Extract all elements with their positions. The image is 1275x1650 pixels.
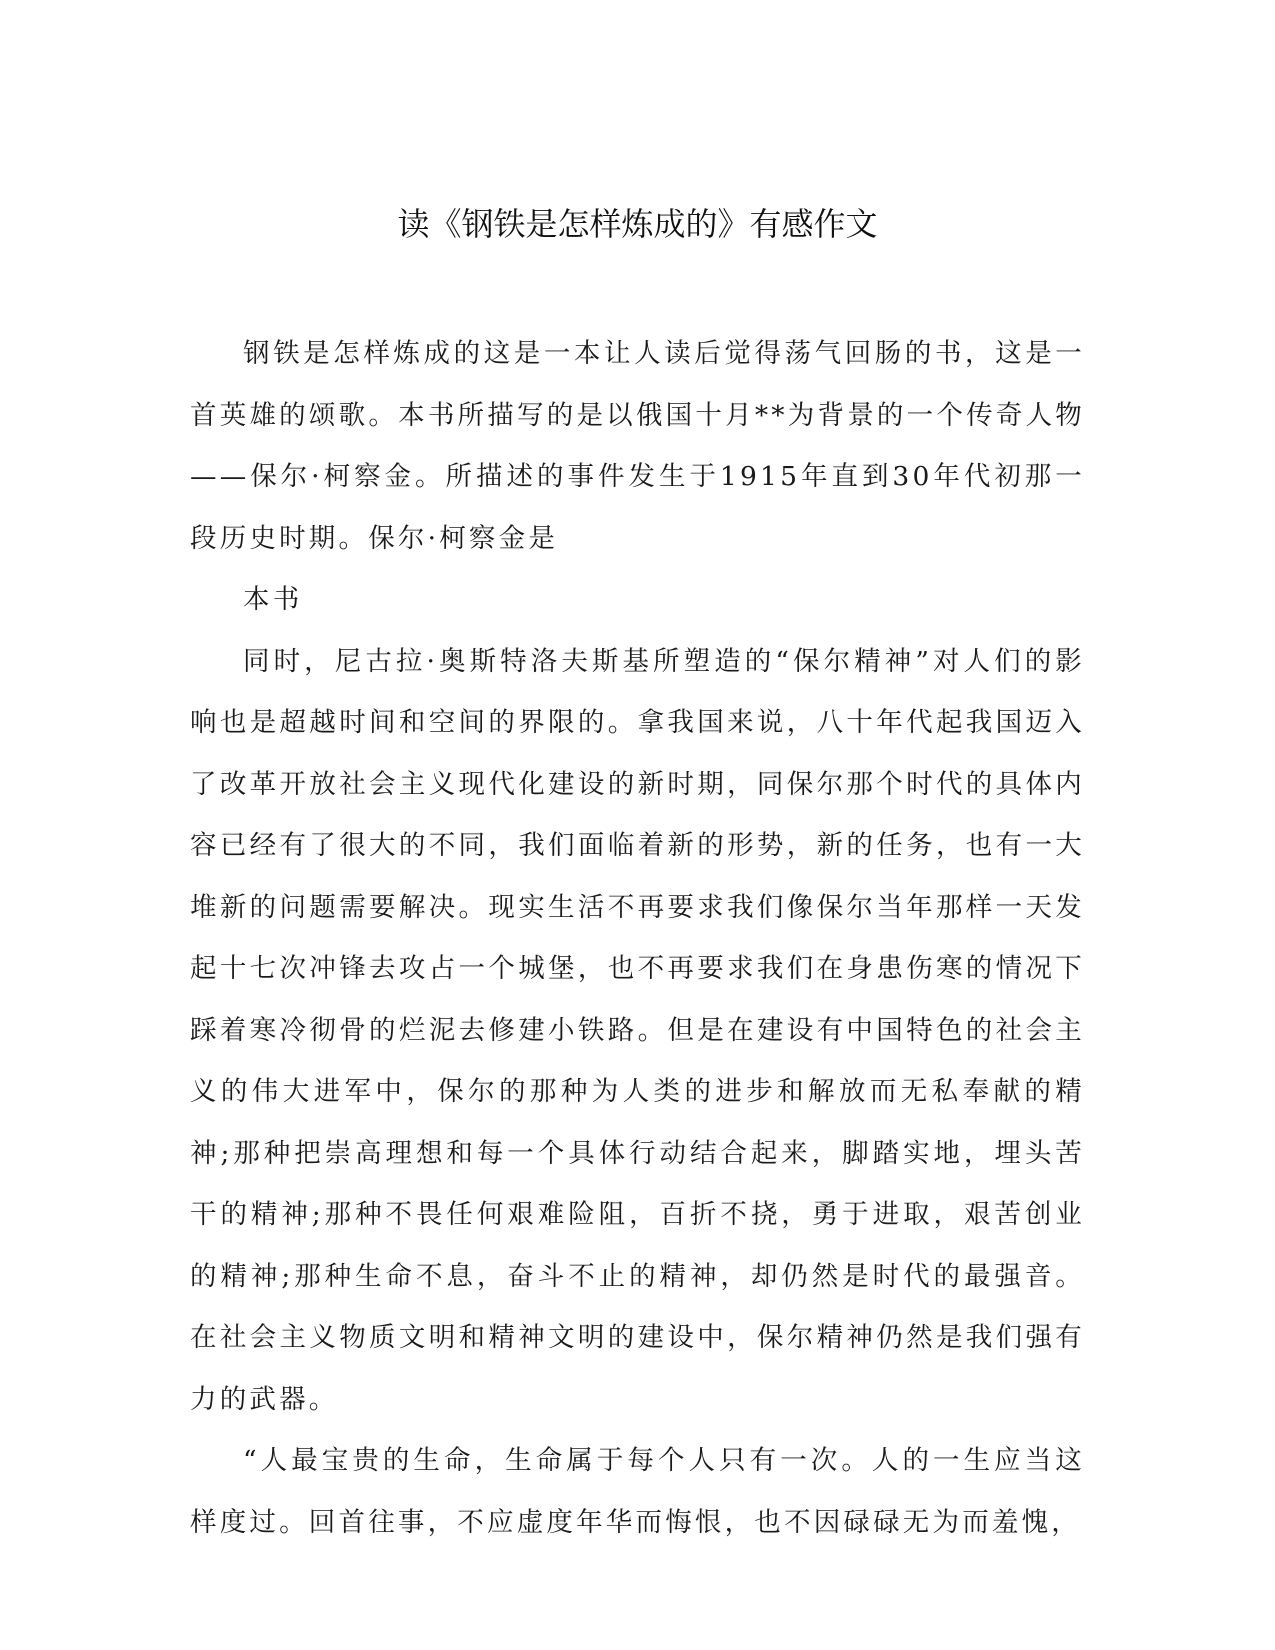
paragraph-3: 同时，尼古拉·奥斯特洛夫斯基所塑造的“保尔精神”对人们的影响也是超越时间和空间的界限的。拿我国来说，八十年代起我国迈入了改革开放社会主义现代化建设的新时期，同保尔那个时代的具体内容已经有了很大的不同，我们面临着新的形势，新的任务，也有一大堆新的问题需要解决。现实生活不再要求我们像保尔当年那样一天发起十七次冲锋去攻占一个城堡，也不再要求我们在身患伤寒的情况下踩着寒冷彻骨的烂泥去修建小铁路。但是在建设有中国特色的社会主义的伟大进军中，保尔的那种为人类的进步和解放而无私奉献的精神;那种把崇高理想和每一个具体行动结合起来，脚踏实地，埋头苦干的精神;那种不畏任何艰难险阻，百折不挠，勇于进取，艰苦创业的精神;那种生命不息，奋斗不止的精神，却仍然是时代的最强音。在社会主义物质文明和精神文明的建设中，保尔精神仍然是我们强有力的武器。 xyxy=(190,645,1085,1415)
paragraph-2: 本书 xyxy=(243,584,303,615)
document-body xyxy=(190,323,1085,1553)
paragraph-1: 钢铁是怎样炼成的这是一本让人读后觉得荡气回肠的书，这是一首英雄的颂歌。本书所描写的是以俄国十月**为背景的一个传奇人物——保尔·柯察金。所描述的事件发生于1915年直到30年代初那一段历史时期。保尔·柯察金是 xyxy=(190,338,1085,554)
paragraph-4: “人最宝贵的生命，生命属于每个人只有一次。人的一生应当这样度过。回首往事，不应虚度年华而悔恨，也不因碌碌无为而羞愧， xyxy=(190,1445,1085,1538)
document-title: 读《钢铁是怎样炼成的》有感作文 xyxy=(397,205,878,243)
